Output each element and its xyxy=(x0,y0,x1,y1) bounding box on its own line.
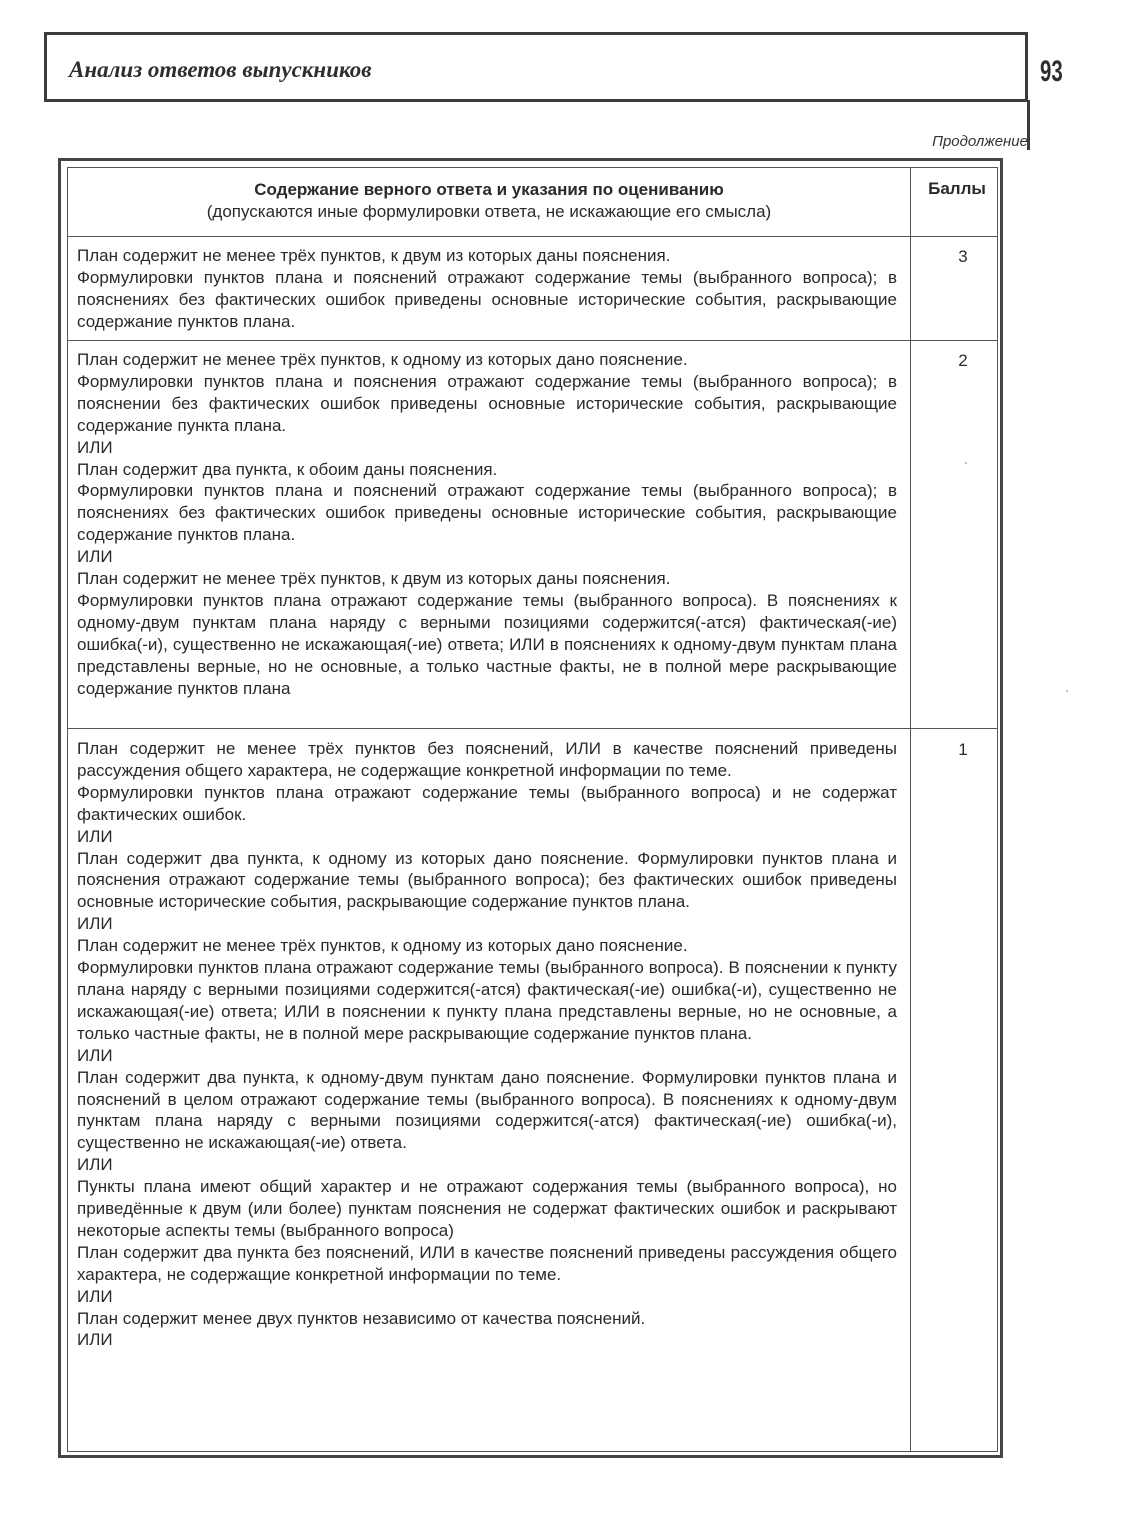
criteria-cell-score-2 xyxy=(77,349,897,700)
criteria-separator: ИЛИ xyxy=(77,437,113,457)
criteria-paragraph: Формулировки пунктов плана отражают содержание темы (выбранного вопроса) и не содержат фактических ошибок. xyxy=(77,782,897,824)
criteria-paragraph: План содержит два пункта, к одному-двум пунктам дано пояснение. Формулировки пунктов плана и пояснений в целом отражают содержание темы (выбранного вопроса). В пояснениях к одному-двум пунктам плана наряду с верными позициями содержится(-атся) фактическая(-ие) ошибка(-и), существенно не искажающая(-ие) ответа. xyxy=(77,1067,897,1153)
criteria-paragraph: Формулировки пунктов плана отражают содержание темы (выбранного вопроса). В пояснениях к одному-двум пунктам плана наряду с верными позициями содержится(-атся) фактическая(-ие) ошибка(-и), существенно не искажающая(-ие) ответа; ИЛИ в пояснениях к одному-двум пунктам плана представлены верные, но не основные, а только частные факты, не в полной мере раскрывающие содержание пунктов плана xyxy=(77,590,897,698)
row-divider xyxy=(67,728,998,729)
content-column-header xyxy=(69,179,909,223)
scan-artifact xyxy=(1066,690,1068,692)
criteria-separator: ИЛИ xyxy=(77,1286,113,1306)
score-value: 1 xyxy=(958,740,968,759)
content-header-title: Содержание верного ответа и указания по оцениванию xyxy=(254,180,724,199)
running-header xyxy=(44,32,1028,102)
score-value: 3 xyxy=(958,247,968,266)
criteria-paragraph: План содержит не менее трёх пунктов, к двум из которых даны пояснения. xyxy=(77,569,671,589)
criteria-table xyxy=(58,158,1003,1458)
section-title: Анализ ответов выпускников xyxy=(69,57,372,82)
criteria-paragraph: Формулировки пунктов плана и пояснений отражают содержание темы (выбранного вопроса); в пояснениях без фактических ошибок приведены основные исторические события, раскрывающие содержание пунктов плана. xyxy=(77,481,897,545)
page-number: 93 xyxy=(1040,55,1063,88)
criteria-separator: ИЛИ xyxy=(77,1155,113,1175)
criteria-paragraph: План содержит два пункта, к одному из которых дано пояснение. Формулировки пунктов плана и пояснения отражают содержание темы (выбранного вопроса); без фактических ошибок приведены основные исторические события, раскрывающие содержание пунктов плана. xyxy=(77,848,897,912)
criteria-paragraph: План содержит не менее трёх пунктов, к одному из которых дано пояснение. xyxy=(77,936,688,956)
criteria-paragraph: План содержит два пункта, к обоим даны пояснения. xyxy=(77,459,498,479)
criteria-separator: ИЛИ xyxy=(77,547,113,567)
criteria-separator: ИЛИ xyxy=(77,1045,113,1065)
criteria-cell-score-3 xyxy=(77,245,897,333)
continuation-label: Продолжение xyxy=(932,133,1028,150)
column-divider xyxy=(910,167,911,1452)
criteria-paragraph: Формулировки пунктов плана и пояснения отражают содержание темы (выбранного вопроса); в пояснении без фактических ошибок приведены основные исторические события, раскрывающие содержание пункта плана. xyxy=(77,371,897,435)
criteria-paragraph: План содержит не менее трёх пунктов, к двум из которых даны пояснения. xyxy=(77,246,671,265)
criteria-paragraph: Формулировки пунктов плана и пояснений отражают содержание темы (выбранного вопроса); в пояснениях без фактических ошибок приведены основные исторические события, раскрывающие содержание пунктов плана. xyxy=(77,267,897,331)
row-divider xyxy=(67,340,998,341)
criteria-paragraph: План содержит не менее трёх пунктов без пояснений, ИЛИ в качестве пояснений приведены рассуждения общего характера, не содержащие конкретной информации по теме. xyxy=(77,739,897,780)
criteria-paragraph: План содержит менее двух пунктов независимо от качества пояснений. xyxy=(77,1308,646,1328)
score-value: 2 xyxy=(958,351,968,370)
scan-artifact xyxy=(965,462,967,464)
score-column-header: Баллы xyxy=(928,179,986,198)
content-header-subtitle: (допускаются иные формулировки ответа, не искажающие его смысла) xyxy=(206,202,772,221)
criteria-cell-score-1 xyxy=(77,738,897,1351)
criteria-separator: ИЛИ xyxy=(77,1330,113,1350)
criteria-paragraph: Формулировки пунктов плана отражают содержание темы (выбранного вопроса). В пояснении к пункту плана наряду с верными позициями содержится(-атся) фактическая(-ие) ошибка(-и), существенно не искажающая(-ие) ответа; ИЛИ в пояснении к пункту плана представлены верные, но не основные, а только частные факты, не в полной мере раскрывающие содержание пунктов плана. xyxy=(77,958,897,1043)
criteria-paragraph: Пункты плана имеют общий характер и не отражают содержания темы (выбранного вопроса), но приведённые к двум (или более) пунктам пояснения не содержат фактических ошибок и раскрывают некоторые аспекты темы (выбранного вопроса) xyxy=(77,1177,897,1240)
criteria-paragraph: План содержит два пункта без пояснений, ИЛИ в качестве пояснений приведены рассуждения общего характера, не содержащие конкретной информации по теме. xyxy=(77,1242,897,1284)
criteria-separator: ИЛИ xyxy=(77,914,113,934)
criteria-separator: ИЛИ xyxy=(77,826,113,846)
criteria-paragraph: План содержит не менее трёх пунктов, к одному из которых дано пояснение. xyxy=(77,350,688,369)
row-divider xyxy=(67,236,998,237)
